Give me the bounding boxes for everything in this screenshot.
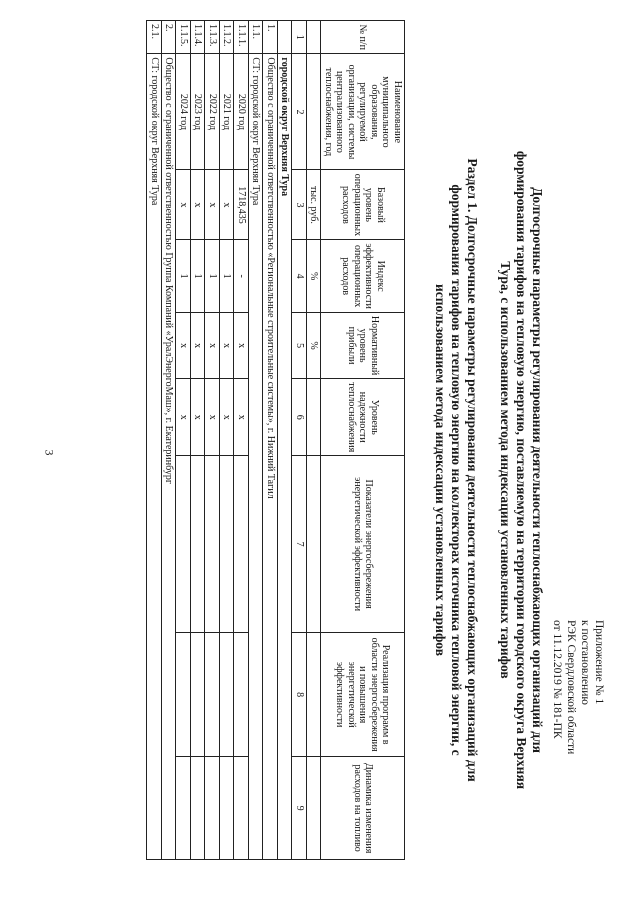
reliability-cell: х	[234, 379, 249, 456]
empty-cell	[205, 757, 220, 860]
empty-cell	[220, 757, 235, 860]
table-row-organization	[263, 21, 278, 860]
empty-cell	[220, 456, 235, 633]
year-cell: 2021 год	[220, 54, 235, 170]
base-cost-cell: х	[176, 170, 191, 240]
column-number-cell: 8	[292, 632, 307, 756]
profit-level-cell: х	[234, 312, 249, 378]
base-cost-cell: х	[205, 170, 220, 240]
reliability-cell: х	[220, 379, 235, 456]
empty-cell	[176, 456, 191, 633]
column-number-cell: 1	[292, 21, 307, 54]
efficiency-index-cell: 1	[220, 240, 235, 313]
document-title: Долгосрочные параметры регулирования деятельности теплоснабжающих организаций для формирования тарифов на тепловую энергию, поставляемую на территории городского округа Верхняя Тура, с использованием метода индексации установленных тарифов	[498, 150, 545, 790]
annex-line: РЭК Свердловской области	[565, 620, 577, 755]
header-cell: Динамика изменения расходов на топливо	[321, 757, 405, 860]
header-cell: № п/п	[321, 21, 405, 54]
reliability-cell: х	[191, 379, 206, 456]
row-number-cell: 1.	[263, 21, 278, 54]
year-cell: 2020 год	[234, 54, 249, 170]
reliability-cell: х	[205, 379, 220, 456]
table-row	[220, 21, 235, 860]
table-row-system	[147, 21, 162, 860]
profit-level-cell: х	[191, 312, 206, 378]
row-number-cell: 1.1.3.	[205, 21, 220, 54]
system-cell: СТ: городской округ Верхняя Тура	[147, 54, 162, 860]
empty-cell	[234, 632, 249, 756]
empty-cell	[234, 456, 249, 633]
row-number-cell: 1.1.	[249, 21, 264, 54]
row-number-cell: 2.	[162, 21, 177, 54]
table-column-numbers-row	[292, 21, 307, 860]
table-row	[176, 21, 191, 860]
table-header-row	[321, 21, 405, 860]
annex-line: от 11.12.2019 № 181-ПК	[551, 620, 563, 739]
parameters-table	[147, 20, 406, 860]
base-cost-cell: 1718,435	[234, 170, 249, 240]
profit-level-cell: х	[205, 312, 220, 378]
efficiency-index-cell: 1	[176, 240, 191, 313]
column-number-cell: 6	[292, 379, 307, 456]
header-cell: Нормативный уровень прибыли	[321, 312, 405, 378]
empty-cell	[234, 757, 249, 860]
organization-cell: Общество с ограниченной ответственностью Группа Компаний «УралЭнергоМаш», г. Екатеринбург	[162, 54, 177, 860]
empty-cell	[191, 456, 206, 633]
annex-line: к постановлению	[579, 620, 591, 705]
table-row-organization	[162, 21, 177, 860]
efficiency-index-cell: -	[234, 240, 249, 313]
column-number-cell: 9	[292, 757, 307, 860]
column-number-cell: 3	[292, 170, 307, 240]
row-number-cell: 1.1.4.	[191, 21, 206, 54]
unit-cell	[307, 54, 322, 170]
empty-cell	[176, 632, 191, 756]
header-cell: Реализация программ в области энергосбережения и повышения энергетической эффективности	[321, 632, 405, 756]
annex-line: Приложение № 1	[593, 620, 605, 705]
table-row-system	[249, 21, 264, 860]
unit-cell: тыс. руб.	[307, 170, 322, 240]
unit-cell	[307, 757, 322, 860]
municipality-cell: городской округ Верхняя Тура	[278, 54, 293, 860]
table-row	[234, 21, 249, 860]
column-number-cell: 2	[292, 54, 307, 170]
table-row-municipality	[278, 21, 293, 860]
year-cell: 2024 год	[176, 54, 191, 170]
empty-cell	[205, 632, 220, 756]
table-row	[205, 21, 220, 860]
table-row	[191, 21, 206, 860]
reliability-cell: х	[176, 379, 191, 456]
unit-cell	[307, 632, 322, 756]
header-cell: Уровень надежности теплоснабжения	[321, 379, 405, 456]
row-number-cell: 1.1.2.	[220, 21, 235, 54]
empty-cell	[191, 757, 206, 860]
profit-level-cell: х	[176, 312, 191, 378]
row-number-cell: 2.1.	[147, 21, 162, 54]
profit-level-cell: х	[220, 312, 235, 378]
header-cell: Наименование муниципального образования, регулируемой организации, системы централизованного теплоснабжения, год	[321, 54, 405, 170]
page-number: 3	[42, 449, 57, 456]
efficiency-index-cell: 1	[205, 240, 220, 313]
parameters-table-wrap	[147, 20, 406, 860]
empty-cell	[220, 632, 235, 756]
base-cost-cell: х	[191, 170, 206, 240]
empty-cell	[205, 456, 220, 633]
row-number-cell	[278, 21, 293, 54]
efficiency-index-cell: 1	[191, 240, 206, 313]
year-cell: 2023 год	[191, 54, 206, 170]
column-number-cell: 7	[292, 456, 307, 633]
header-cell: Показатели энергосбережения энергетической эффективности	[321, 456, 405, 633]
base-cost-cell: х	[220, 170, 235, 240]
annex-block	[550, 620, 606, 820]
organization-cell: Общество с ограниченной ответственностью «Региональные строительные системы», г. Нижний Тагил	[263, 54, 278, 860]
system-cell: СТ: городской округ Верхняя Тура	[249, 54, 264, 860]
empty-cell	[176, 757, 191, 860]
empty-cell	[191, 632, 206, 756]
unit-cell	[307, 379, 322, 456]
unit-cell: %	[307, 312, 322, 378]
unit-cell	[307, 21, 322, 54]
row-number-cell: 1.1.5.	[176, 21, 191, 54]
year-cell: 2022 год	[205, 54, 220, 170]
header-cell: Базовый уровень операционных расходов	[321, 170, 405, 240]
row-number-cell: 1.1.1.	[234, 21, 249, 54]
unit-cell: %	[307, 240, 322, 313]
header-cell: Индекс эффективности операционных расходов	[321, 240, 405, 313]
table-units-row	[307, 21, 322, 860]
column-number-cell: 4	[292, 240, 307, 313]
unit-cell	[307, 456, 322, 633]
section-title: Раздел 1. Долгосрочные параметры регулирования деятельности теплоснабжающих организаций для формирования тарифов на тепловую энергию на коллекторах источника тепловой энергии, с использованием метода индексации установленных тарифов	[433, 158, 480, 782]
column-number-cell: 5	[292, 312, 307, 378]
